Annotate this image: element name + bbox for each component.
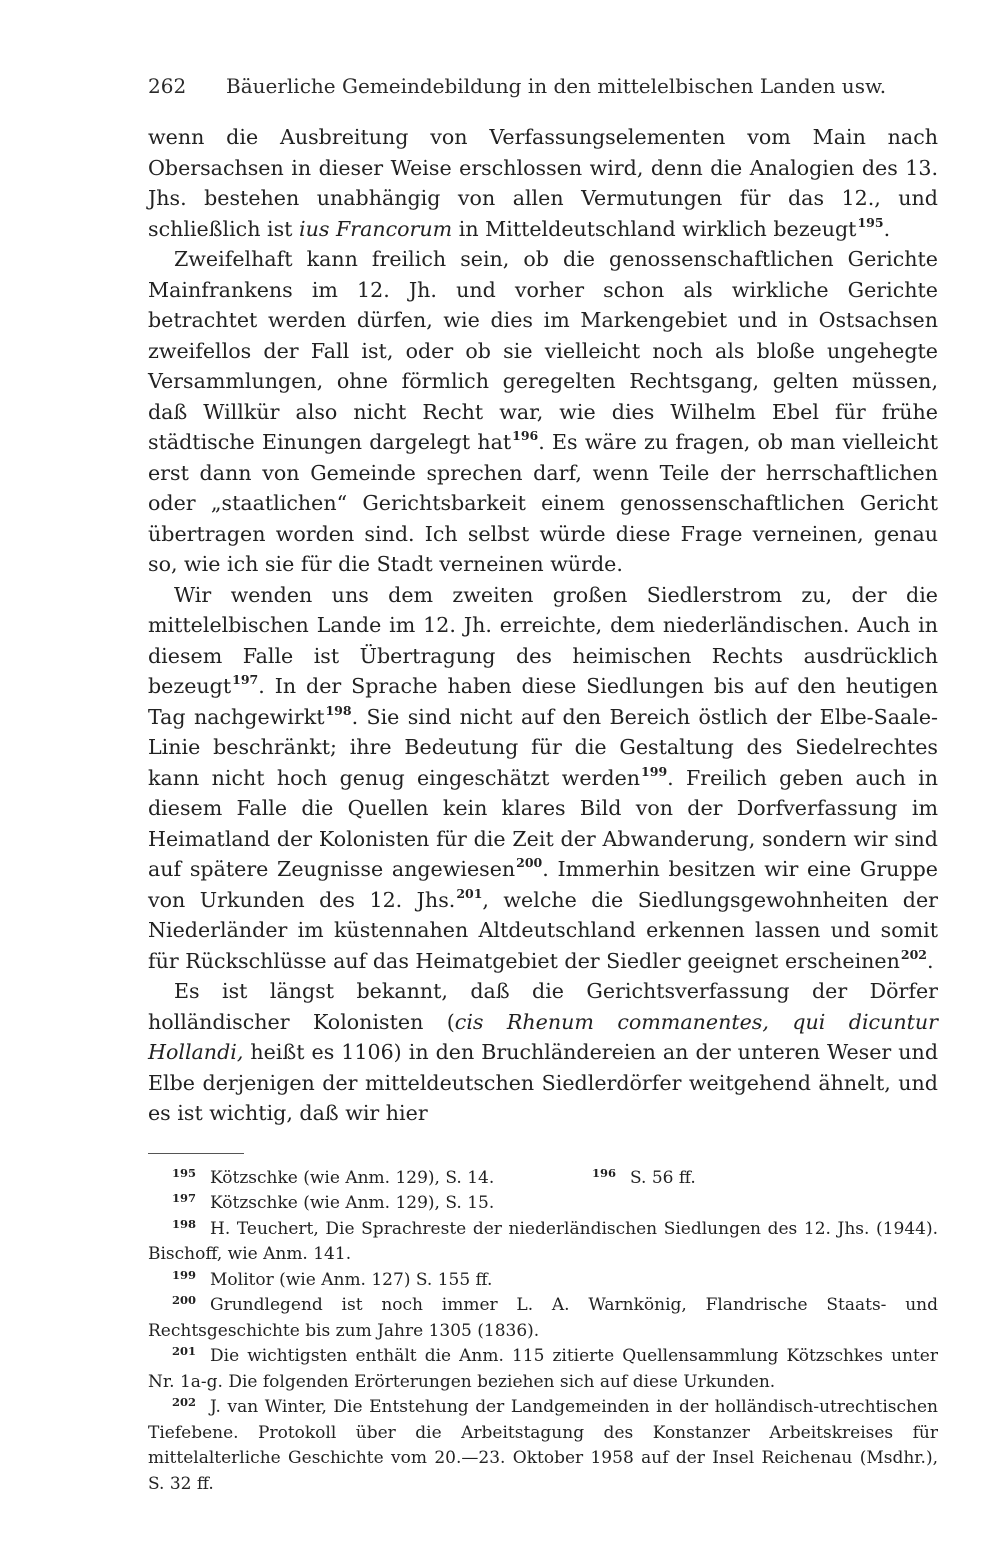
text-run: , welche die Siedlungsgewohnheiten der Niederländer im küstennahen Altdeutschland erkennen lassen und somit für Rückschlüsse auf das Heimatgebiet der Siedler geeignet erscheinen bbox=[148, 887, 938, 973]
text-run: Wir wenden uns dem zweiten großen Siedlerstrom zu, der die mittelelbischen Lande im 12. Jh. erreichte, dem niederländischen. Auch in diesem Falle ist Übertragung des heimischen Rechts ausdrücklich bezeugt bbox=[148, 582, 938, 698]
footnote-text: Grundlegend ist noch immer L. A. Warnkönig, Flandrische Staats- und Rechtsgeschichte bis zum Jahre 1305 (1836). bbox=[148, 1295, 938, 1341]
footnote-number: 198 bbox=[172, 1216, 197, 1231]
text-run: . Sie sind nicht auf den Bereich östlich der Elbe-Saale-Linie beschränkt; ihre Bedeutung für die Gestaltung des Siedelrechtes kann nicht hoch genug eingeschätzt werden bbox=[148, 704, 939, 790]
text-run: in Mitteldeutschland wirklich bezeugt bbox=[452, 216, 857, 241]
footnote-text: Molitor (wie Anm. 127) S. 155 ff. bbox=[210, 1269, 493, 1290]
text-run: . Freilich geben auch in diesem Falle die Quellen kein klares Bild von der Dorfverfassung im Heimatland der Kolonisten für die Zeit der Abwanderung, sondern wir sind auf spätere Zeugnisse angewiesen bbox=[148, 765, 938, 881]
footnote-196 bbox=[592, 1166, 696, 1192]
footnote-text: J. van Winter, Die Entstehung der Landgemeinden in der holländisch-utrechtischen Tiefebene. Protokoll über die Arbeitstagung des Konstanzer Arbeitskreises für mittelalterliche Geschichte vom 20.—23. Oktober 1958 auf der Insel Reichenau (Msdhr.), S. 32 ff. bbox=[148, 1397, 938, 1494]
footnote-text: Kötzschke (wie Anm. 129), S. 15. bbox=[210, 1193, 495, 1213]
footnote-text: Die wichtigsten enthält die Anm. 115 zitierte Quellensammlung Kötzschkes unter Nr. 1a-g. Die folgenden Erörterungen beziehen sich auf diese Urkunden. bbox=[148, 1346, 938, 1392]
footnote-197 bbox=[148, 1191, 938, 1217]
italic-text: ius Francorum bbox=[298, 216, 453, 241]
page-number: 262 bbox=[148, 74, 187, 98]
footnote-number: 199 bbox=[172, 1267, 197, 1282]
footnote-number: 197 bbox=[172, 1191, 197, 1205]
footnote-number: 196 bbox=[592, 1165, 617, 1180]
text-run: . In der Sprache haben diese Siedlungen bis auf den heutigen Tag nachgewirkt bbox=[148, 674, 938, 729]
footnote-ref-200[interactable]: 200 bbox=[516, 855, 543, 870]
text-run: . bbox=[883, 216, 891, 241]
text-run: Zweifelhaft kann freilich sein, ob die genossenschaftlichen Gerichte Mainfrankens im 12. Jh. und vorher schon als wirkliche Gerichte betrachtet werden dürfen, wie dies im Markengebiet und in Ostsachsen zweifellos der Fall ist, oder ob sie vielleicht noch als bloße ungehegte Versammlungen, ohne förmlich geregelten Rechtsgang, gelten müssen, daß Willkür also nicht Recht war, wie dies Wilhelm Ebel für frühe städtische Einungen dargelegt hat bbox=[148, 247, 938, 454]
italic-text: cis Rhenum commanentes, qui dicuntur Hollandi, bbox=[148, 1009, 939, 1064]
footnote-202 bbox=[148, 1395, 938, 1497]
footnote-ref-202[interactable]: 202 bbox=[900, 946, 927, 962]
footnote-ref-195[interactable]: 195 bbox=[857, 214, 884, 230]
footnote-text: S. 56 ff. bbox=[630, 1167, 696, 1188]
footnote-text: H. Teuchert, Die Sprachreste der niederländischen Siedlungen des 12. Jhs. (1944). Bischoff, wie Anm. 141. bbox=[148, 1218, 938, 1264]
text-run: . Es wäre zu fragen, ob man vielleicht erst dann von Gemeinde sprechen darf, wenn Teile der herrschaftlichen oder „staatlichen“ Gerichtsbarkeit einem genossenschaftlichen Gericht übertragen worden sind. Ich selbst würde diese Frage verneinen, genau so, wie ich sie für die Stadt verneinen würde. bbox=[148, 430, 938, 576]
book-page bbox=[148, 70, 938, 1497]
footnote-ref-197[interactable]: 197 bbox=[232, 672, 259, 687]
footnote-ref-201[interactable]: 201 bbox=[456, 885, 483, 901]
footnote-ref-196[interactable]: 196 bbox=[512, 428, 539, 443]
text-run: Es ist längst bekannt, daß die Gerichtsverfassung der Dörfer holländischer Kolonisten ( bbox=[148, 979, 938, 1034]
footnote-divider bbox=[148, 1153, 244, 1154]
paragraph-4 bbox=[148, 976, 938, 1129]
text-run: heißt es 1106) in den Bruchländereien an der unteren Weser und Elbe derjenigen der mitteldeutschen Siedlerdörfer weitgehend ähnelt, und es ist wichtig, daß wir hier bbox=[148, 1040, 938, 1125]
paragraph-2 bbox=[148, 244, 938, 580]
paragraph-1 bbox=[148, 122, 938, 244]
text-run: . bbox=[926, 948, 934, 973]
footnote-195 bbox=[148, 1166, 592, 1192]
footnote-number: 200 bbox=[172, 1293, 197, 1307]
footnote-198 bbox=[148, 1217, 938, 1268]
footnote-ref-199[interactable]: 199 bbox=[641, 763, 668, 779]
footnote-ref-198[interactable]: 198 bbox=[325, 702, 352, 718]
footnote-200 bbox=[148, 1293, 938, 1344]
footnotes bbox=[148, 1166, 938, 1498]
footnote-text: Kötzschke (wie Anm. 129), S. 14. bbox=[210, 1167, 495, 1188]
running-title: Bäuerliche Gemeindebildung in den mittelelbischen Landen usw. bbox=[226, 74, 887, 98]
footnote-number: 202 bbox=[172, 1395, 197, 1409]
footnote-199 bbox=[148, 1268, 938, 1294]
paragraph-3 bbox=[148, 580, 938, 977]
footnote-201 bbox=[148, 1344, 938, 1395]
footnote-row bbox=[148, 1166, 938, 1192]
text-run: . Immerhin besitzen wir eine Gruppe von Urkunden des 12. Jhs. bbox=[148, 857, 938, 912]
footnote-number: 201 bbox=[172, 1344, 197, 1358]
footnote-number: 195 bbox=[172, 1165, 197, 1180]
main-text bbox=[148, 122, 938, 1129]
text-run: wenn die Ausbreitung von Verfassungselementen vom Main nach Obersachsen in dieser Weise erschlossen wird, denn die Analogien des 13. Jhs. bestehen unabhängig von allen Vermutungen für das 12., und schließlich ist bbox=[148, 125, 938, 241]
running-head bbox=[148, 70, 938, 102]
